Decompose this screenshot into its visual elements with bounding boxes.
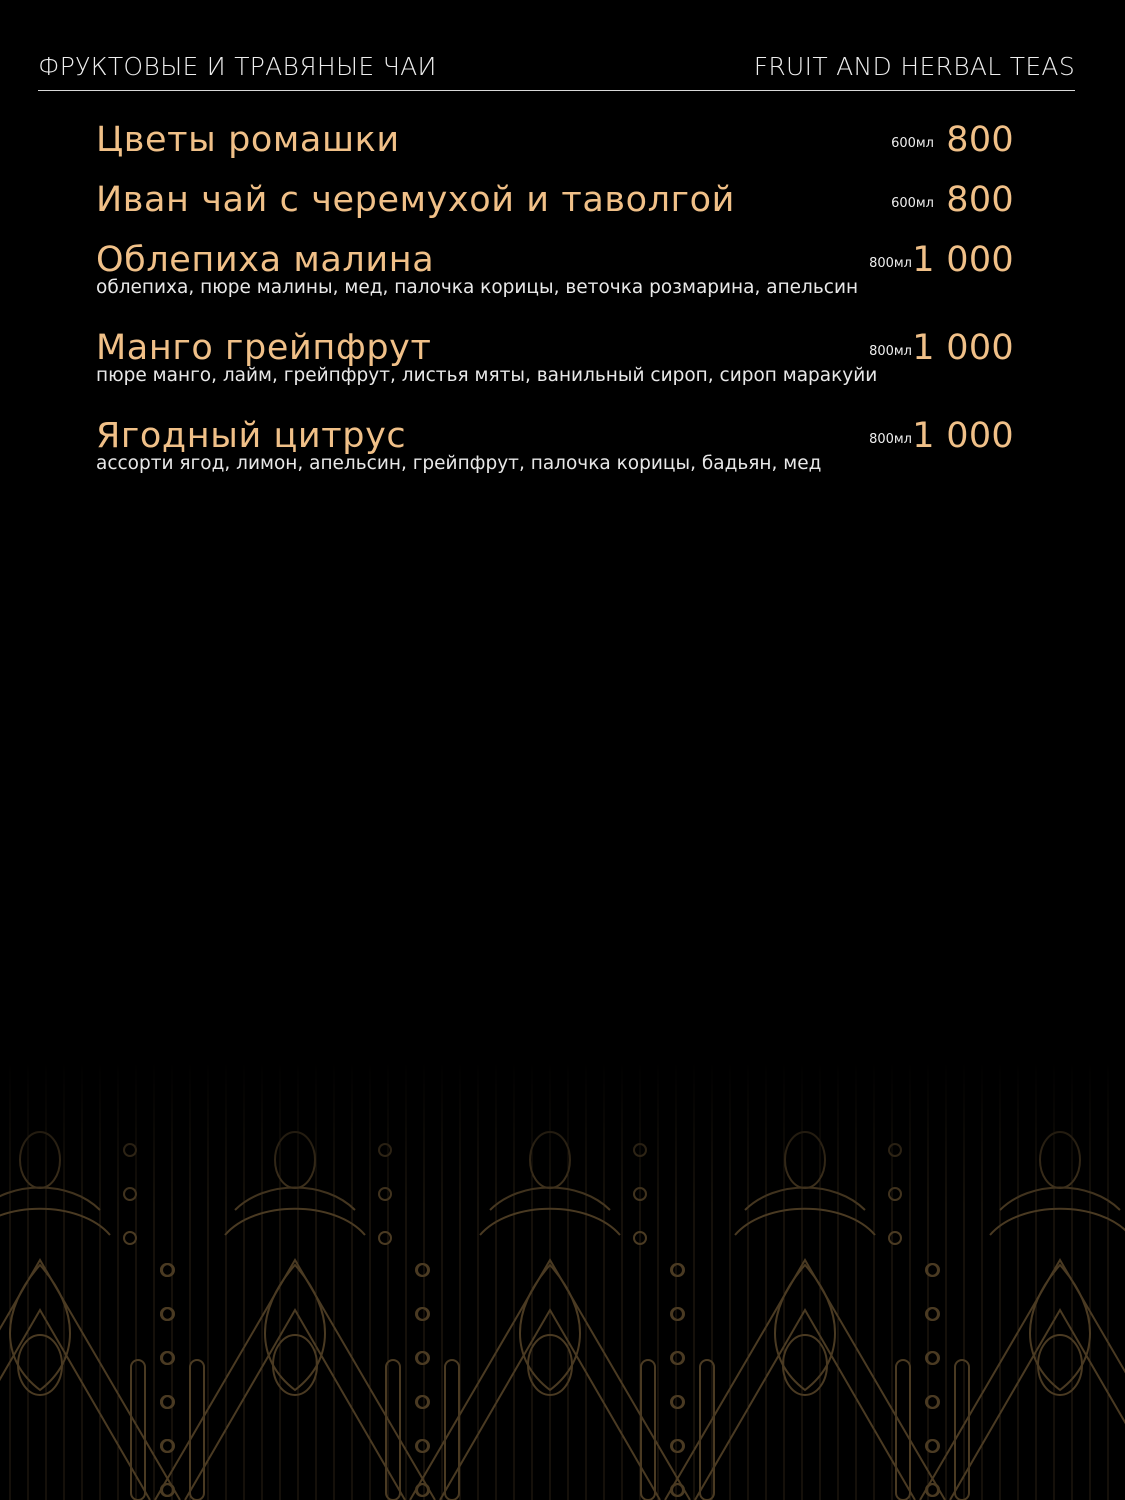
item-name: Облепиха малина	[96, 240, 435, 280]
item-price: 1 000	[912, 240, 1014, 280]
item-name: Цветы ромашки	[96, 120, 400, 160]
item-volume: 600мл	[891, 196, 934, 211]
item-price: 1 000	[912, 328, 1014, 368]
menu-item	[96, 118, 1014, 178]
item-name: Манго грейпфрут	[96, 328, 432, 368]
section-header	[38, 52, 1075, 91]
section-title-ru: ФРУКТОВЫЕ И ТРАВЯНЫЕ ЧАИ	[38, 52, 437, 81]
item-volume: 800мл	[869, 344, 912, 359]
item-description: пюре манго, лайм, грейпфрут, листья мяты, ванильный сироп, сироп маракуйи	[96, 365, 878, 386]
section-title-en: FRUIT AND HERBAL TEAS	[753, 52, 1075, 81]
item-price: 800	[946, 180, 1014, 220]
item-volume: 600мл	[891, 136, 934, 151]
item-description: облепиха, пюре малины, мед, палочка корицы, веточка розмарина, апельсин	[96, 277, 859, 298]
item-price: 1 000	[912, 416, 1014, 456]
menu-item	[96, 238, 1014, 326]
item-name: Иван чай с черемухой и таволгой	[96, 180, 735, 220]
menu-item	[96, 326, 1014, 414]
item-volume: 800мл	[869, 432, 912, 447]
item-volume: 800мл	[869, 256, 912, 271]
item-price: 800	[946, 120, 1014, 160]
menu-item	[96, 178, 1014, 238]
decorative-ornament	[0, 1060, 1125, 1500]
item-name: Ягодный цитрус	[96, 416, 407, 456]
menu-list	[96, 118, 1014, 502]
item-description: ассорти ягод, лимон, апельсин, грейпфрут, палочка корицы, бадьян, мед	[96, 453, 822, 474]
menu-item	[96, 414, 1014, 502]
